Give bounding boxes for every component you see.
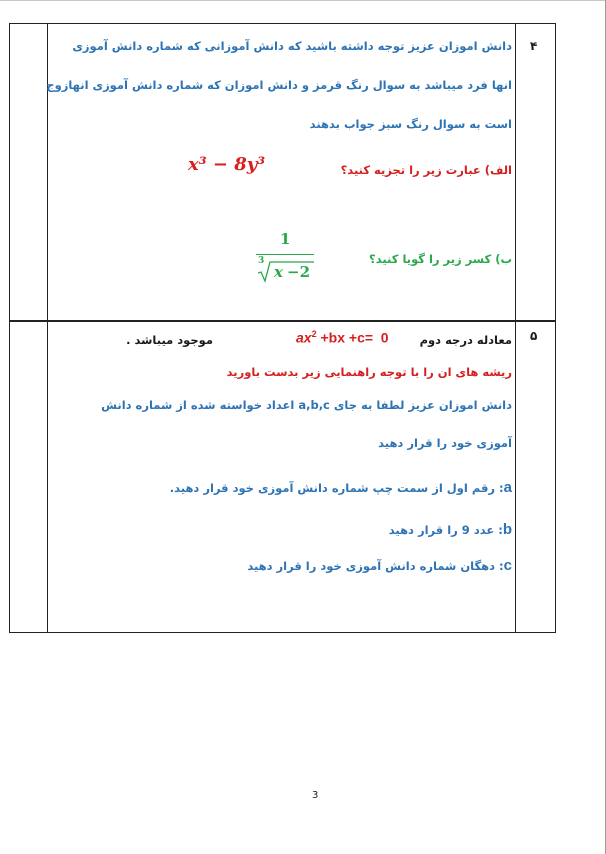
item-a-text: : رقم اول از سمت چپ شماره دانش آموزی خود قرار دهید. (169, 481, 504, 495)
item-a-letter: a (503, 479, 512, 496)
q4-intro-line-3: است به سوال رنگ سبز جواب بدهند (309, 117, 512, 131)
page-top-border (0, 0, 606, 1)
q5-equation-expression: $ax^2 +bx +c= 0$ (296, 329, 389, 346)
q4-part-a-expression: x³ − 8y³ (188, 154, 266, 175)
q4-intro-line-1: دانش اموزان عزیز توجه داشته باشید که دانش آموزانی که شماره دانش آموزی (72, 39, 512, 53)
q4-part-b-label: ب) کسر زیر را گویا کنید؟ (369, 252, 512, 266)
question-4-number: ۴ (530, 39, 538, 53)
item-b-letter: b (502, 521, 512, 538)
radicand: x (274, 263, 283, 281)
table-number-column-line (515, 24, 516, 632)
fraction-bar (256, 254, 314, 255)
item-c-text: : دهگان شماره دانش آموزی خود را قرار دهید (247, 559, 504, 573)
q4-intro-line-2: انها فرد میباشد به سوال رنگ قرمز و دانش اموزان که شماره دانش آموزی انهازوج (46, 78, 512, 92)
item-c-letter: c (503, 557, 512, 574)
root-index: 3 (258, 256, 265, 266)
table-left-column-line (47, 24, 48, 632)
q5-item-c (247, 557, 512, 574)
radicand-minus-two: −2 (287, 263, 311, 281)
q5-blue-line-2: آموزی خود را قرار دهید (378, 436, 512, 450)
q5-item-b (389, 521, 512, 538)
questions-table (9, 23, 556, 633)
q5-equation-prefix: معادله درجه دوم (419, 333, 512, 347)
q5-blue-line-1: دانش اموزان عزیز لطفا به جای a,b,c اعداد خواسته شده از شماره دانش (101, 398, 512, 412)
q5-equation-suffix: موجود میباشد . (126, 333, 213, 347)
q5-red-instruction: ریشه های ان را با توجه راهنمایی زیر بدست باورید (226, 365, 512, 379)
item-b-text: : عدد 9 را قرار دهید (388, 523, 503, 537)
page-number: 3 (312, 790, 319, 801)
q4-part-b-fraction (254, 230, 316, 284)
fraction-numerator: 1 (280, 230, 291, 248)
q5-item-a (170, 479, 512, 496)
q4-part-a-label: الف) عبارت زیر را تجزیه کنید؟ (340, 163, 512, 177)
table-row-divider (10, 320, 555, 322)
question-5-number: ۵ (530, 329, 538, 343)
